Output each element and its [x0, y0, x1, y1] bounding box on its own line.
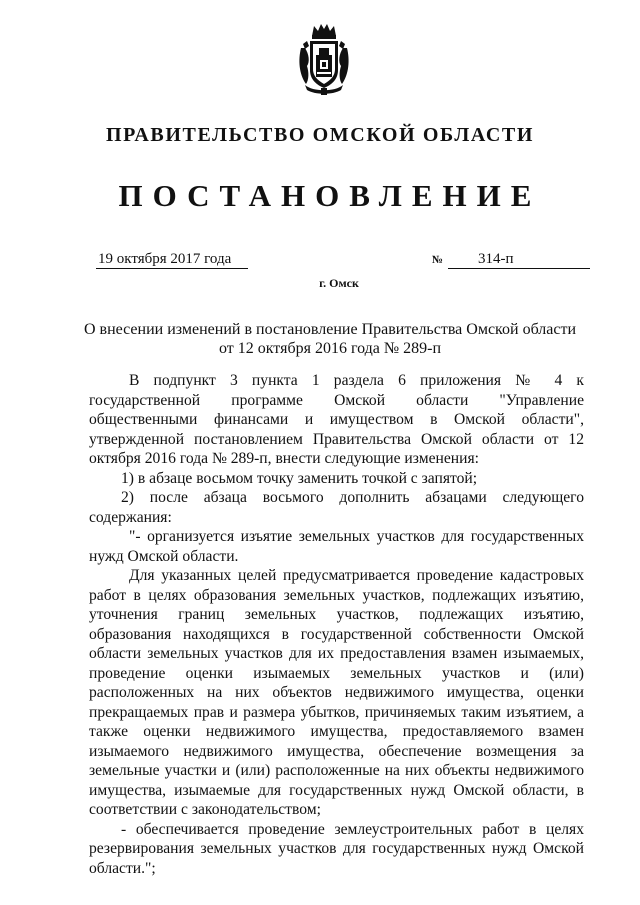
paragraph-quote-3: - обеспечивается проведение землеустроительных работ в целях резервирования земельных участков для государственных нужд Омской области.";: [89, 820, 584, 877]
government-title: ПРАВИТЕЛЬСТВО ОМСКОЙ ОБЛАСТИ: [105, 124, 535, 146]
paragraph-item-2: 2) после абзаца восьмого дополнить абзацами следующего содержания:: [89, 489, 584, 526]
document-date-value: 19 октября 2017 года: [98, 251, 232, 267]
document-body: [89, 371, 584, 878]
document-number: [448, 251, 590, 269]
subject-line-2: от 12 октября 2016 года № 289-п: [218, 340, 442, 357]
paragraph-item-1: 1) в абзаце восьмом точку заменить точкой с запятой;: [121, 469, 478, 487]
paragraph-quote-2: Для указанных целей предусматривается проведение кадастровых работ в целях образования земельных участков, подлежащих изъятию, уточнения границ земельных участков, подлежащих изъятию, образования находящихся в государственной собственности Омской области земельных участков для их предоставления взамен изымаемых, проведение оценки изымаемых земельных участков и (или) расположенных на них объектов недвижимого имущества, оценки прекращаемых прав и размера убытков, причиняемых таким изъятием, а также оценки недвижимого имущества, предоставляемого взамен изымаемого недвижимого имущества, обеспечение возмещения за земельные участки и (или) расположенные на них объекты недвижимого имущества, изымаемые для государственных нужд Омской области, в соответствии с законодательством;: [89, 567, 584, 818]
document-type-title: ПОСТАНОВЛЕНИЕ: [118, 178, 542, 213]
document-number-value: 314-п: [478, 251, 514, 267]
document-number-label: №: [432, 254, 444, 266]
subject-line-1: О внесении изменений в постановление Правительства Омской области: [83, 321, 577, 338]
document-date: [96, 251, 248, 269]
document-city: г. Омск: [319, 276, 359, 290]
omsk-oblast-coat-of-arms-icon: [297, 22, 351, 96]
paragraph-intro: В подпункт 3 пункта 1 раздела 6 приложения № 4 к государственной программе Омской области "Управление общественными финансами и имуществом в Омской области", утвержденной постановлением Правительства Омской области от 12 октября 2016 года № 289-п, внести следующие изменения:: [89, 372, 584, 467]
document-subject: [60, 320, 600, 358]
paragraph-quote-1: "- организуется изъятие земельных участков для государственных нужд Омской области.: [89, 528, 584, 565]
